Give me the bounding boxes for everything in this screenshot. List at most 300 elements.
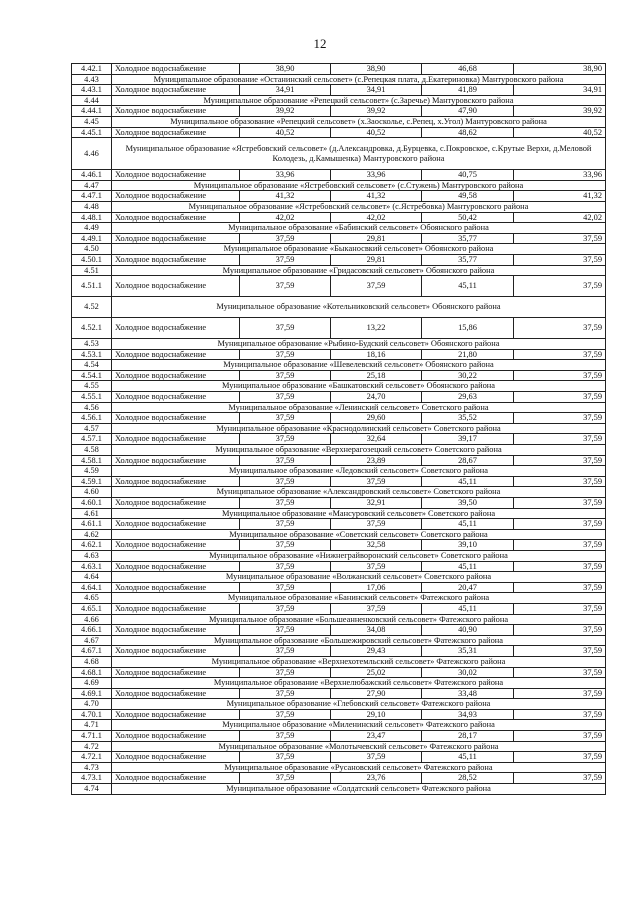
service-label: Холодное водоснабжение: [112, 498, 240, 509]
service-label: Холодное водоснабжение: [112, 106, 240, 117]
row-number: 4.59: [72, 466, 112, 477]
tariff-value: 47,90: [422, 106, 514, 117]
tariff-value: 23,47: [331, 731, 422, 742]
service-label: Холодное водоснабжение: [112, 582, 240, 593]
row-number: 4.68: [72, 656, 112, 667]
row-number: 4.45.1: [72, 127, 112, 138]
municipality-row: [72, 529, 606, 540]
row-number: 4.72: [72, 741, 112, 752]
row-number: 4.71.1: [72, 731, 112, 742]
row-number: 4.56.1: [72, 413, 112, 424]
service-label: Холодное водоснабжение: [112, 561, 240, 572]
tariff-row: [72, 370, 606, 381]
municipality-row: [72, 741, 606, 752]
row-number: 4.62: [72, 529, 112, 540]
tariff-value: 42,02: [331, 212, 422, 223]
service-label: Холодное водоснабжение: [112, 646, 240, 657]
tariff-value: 37,59: [514, 254, 606, 265]
tariff-value: 37,59: [240, 455, 331, 466]
tariff-value: 38,90: [331, 64, 422, 75]
tariff-value: 39,17: [422, 434, 514, 445]
row-number: 4.63.1: [72, 561, 112, 572]
tariff-row: [72, 582, 606, 593]
service-label: Холодное водоснабжение: [112, 434, 240, 445]
tariff-value: 37,59: [240, 370, 331, 381]
municipality-row: [72, 487, 606, 498]
municipality-name: Муниципальное образование «Верхнехотемльский сельсовет» Фатежского района: [112, 656, 606, 667]
service-label: Холодное водоснабжение: [112, 318, 240, 339]
tariff-value: 37,59: [240, 276, 331, 297]
tariff-value: 37,59: [240, 603, 331, 614]
tariff-value: 32,91: [331, 498, 422, 509]
tariff-value: 28,52: [422, 773, 514, 784]
tariff-value: 46,68: [422, 64, 514, 75]
tariff-value: 34,08: [331, 625, 422, 636]
tariff-value: 49,58: [422, 191, 514, 202]
tariff-value: 41,32: [514, 191, 606, 202]
tariff-value: 39,10: [422, 540, 514, 551]
municipality-name: Муниципальное образование «Шевелевский сельсовет» Обоянского района: [112, 360, 606, 371]
tariff-value: 29,63: [422, 392, 514, 403]
row-number: 4.52: [72, 297, 112, 318]
tariff-value: 33,96: [240, 170, 331, 181]
tariff-value: 37,59: [240, 318, 331, 339]
municipality-name: Муниципальное образование «Репецкий сельсовет» (х.Заосколье, с.Репец, х.Угол) Мантуровского района: [112, 116, 606, 127]
row-number: 4.58: [72, 445, 112, 456]
tariff-value: 37,59: [240, 625, 331, 636]
tariff-row: [72, 688, 606, 699]
tariff-value: 34,93: [422, 709, 514, 720]
row-number: 4.66: [72, 614, 112, 625]
tariff-row: [72, 625, 606, 636]
tariff-value: 37,59: [240, 233, 331, 244]
row-number: 4.70: [72, 699, 112, 710]
tariff-value: 34,91: [240, 85, 331, 96]
tariff-row: [72, 392, 606, 403]
tariff-value: 13,22: [331, 318, 422, 339]
tariff-value: 41,32: [331, 191, 422, 202]
tariff-value: 37,59: [240, 752, 331, 763]
service-label: Холодное водоснабжение: [112, 233, 240, 244]
tariff-value: 50,42: [422, 212, 514, 223]
row-number: 4.43.1: [72, 85, 112, 96]
municipality-name: Муниципальное образование «Ленинский сельсовет» Советского района: [112, 402, 606, 413]
tariff-value: 30,02: [422, 667, 514, 678]
municipality-row: [72, 402, 606, 413]
tariff-table: [71, 63, 606, 795]
row-number: 4.56: [72, 402, 112, 413]
tariff-value: 37,59: [240, 519, 331, 530]
tariff-row: [72, 667, 606, 678]
tariff-value: 37,59: [514, 709, 606, 720]
tariff-value: 29,60: [331, 413, 422, 424]
service-label: Холодное водоснабжение: [112, 127, 240, 138]
service-label: Холодное водоснабжение: [112, 191, 240, 202]
service-label: Холодное водоснабжение: [112, 85, 240, 96]
row-number: 4.44: [72, 95, 112, 106]
tariff-value: 37,59: [240, 540, 331, 551]
tariff-value: 29,10: [331, 709, 422, 720]
municipality-row: [72, 116, 606, 127]
municipality-row: [72, 244, 606, 255]
row-number: 4.44.1: [72, 106, 112, 117]
row-number: 4.66.1: [72, 625, 112, 636]
row-number: 4.53.1: [72, 349, 112, 360]
tariff-value: 37,59: [514, 392, 606, 403]
tariff-value: 25,18: [331, 370, 422, 381]
tariff-value: 28,17: [422, 731, 514, 742]
tariff-row: [72, 85, 606, 96]
municipality-row: [72, 466, 606, 477]
municipality-row: [72, 95, 606, 106]
row-number: 4.48.1: [72, 212, 112, 223]
municipality-name: Муниципальное образование «Мансуровский сельсовет» Советского района: [112, 508, 606, 519]
row-number: 4.65: [72, 593, 112, 604]
row-number: 4.42.1: [72, 64, 112, 75]
tariff-value: 41,89: [422, 85, 514, 96]
row-number: 4.61.1: [72, 519, 112, 530]
tariff-row: [72, 455, 606, 466]
row-number: 4.50: [72, 244, 112, 255]
municipality-row: [72, 572, 606, 583]
municipality-row: [72, 297, 606, 318]
municipality-name: Муниципальное образование «Ястребовский сельсовет» (с.Ястребовка) Мантуровского района: [112, 201, 606, 212]
tariff-row: [72, 540, 606, 551]
municipality-name: Муниципальное образование «Глебовский сельсовет» Фатежского района: [112, 699, 606, 710]
service-label: Холодное водоснабжение: [112, 476, 240, 487]
municipality-name: Муниципальное образование «Солдатский сельсовет» Фатежского района: [112, 784, 606, 795]
tariff-value: 35,31: [422, 646, 514, 657]
row-number: 4.49.1: [72, 233, 112, 244]
tariff-value: 41,32: [240, 191, 331, 202]
row-number: 4.69.1: [72, 688, 112, 699]
row-number: 4.57.1: [72, 434, 112, 445]
service-label: Холодное водоснабжение: [112, 603, 240, 614]
tariff-value: 37,59: [514, 646, 606, 657]
service-label: Холодное водоснабжение: [112, 625, 240, 636]
municipality-name: Муниципальное образование «Бабинский сельсовет» Обоянского района: [112, 223, 606, 234]
service-label: Холодное водоснабжение: [112, 540, 240, 551]
tariff-row: [72, 212, 606, 223]
tariff-value: 37,59: [514, 455, 606, 466]
tariff-row: [72, 191, 606, 202]
municipality-name: Муниципальное образование «Быканосвкий сельсовет» Обоянского района: [112, 244, 606, 255]
row-number: 4.57: [72, 423, 112, 434]
tariff-value: 37,59: [514, 233, 606, 244]
tariff-value: 38,90: [514, 64, 606, 75]
tariff-value: 45,11: [422, 561, 514, 572]
row-number: 4.43: [72, 74, 112, 85]
row-number: 4.60.1: [72, 498, 112, 509]
row-number: 4.49: [72, 223, 112, 234]
municipality-name: Муниципальное образование «Останинский сельсовет» (с.Репецкая плата, д.Екатериновка) Мантуровского района: [112, 74, 606, 85]
tariff-value: 15,86: [422, 318, 514, 339]
tariff-value: 37,59: [240, 709, 331, 720]
municipality-name: Муниципальное образование «Рыбино-Будский сельсовет» Обоянского района: [112, 339, 606, 350]
tariff-value: 21,80: [422, 349, 514, 360]
municipality-row: [72, 656, 606, 667]
row-number: 4.68.1: [72, 667, 112, 678]
municipality-row: [72, 265, 606, 276]
tariff-value: 38,90: [240, 64, 331, 75]
tariff-value: 37,59: [240, 392, 331, 403]
tariff-value: 37,59: [240, 731, 331, 742]
row-number: 4.48: [72, 201, 112, 212]
tariff-value: 37,59: [331, 476, 422, 487]
tariff-row: [72, 254, 606, 265]
tariff-value: 37,59: [331, 561, 422, 572]
row-number: 4.67: [72, 635, 112, 646]
tariff-row: [72, 603, 606, 614]
municipality-name: Муниципальное образование «Ледовский сельсовет» Советского района: [112, 466, 606, 477]
service-label: Холодное водоснабжение: [112, 519, 240, 530]
tariff-value: 37,59: [240, 434, 331, 445]
tariff-value: 37,59: [514, 318, 606, 339]
tariff-value: 37,59: [514, 434, 606, 445]
service-label: Холодное водоснабжение: [112, 64, 240, 75]
municipality-name: Муниципальное образование «Банинский сельсовет» Фатежского района: [112, 593, 606, 604]
tariff-row: [72, 731, 606, 742]
tariff-value: 39,92: [240, 106, 331, 117]
municipality-row: [72, 593, 606, 604]
tariff-row: [72, 519, 606, 530]
tariff-value: 37,59: [514, 519, 606, 530]
row-number: 4.74: [72, 784, 112, 795]
municipality-row: [72, 138, 606, 170]
tariff-value: 34,91: [331, 85, 422, 96]
row-number: 4.61: [72, 508, 112, 519]
row-number: 4.55: [72, 381, 112, 392]
service-label: Холодное водоснабжение: [112, 413, 240, 424]
service-label: Холодное водоснабжение: [112, 276, 240, 297]
municipality-name: Муниципальное образование «Гридасовский сельсовет» Обоянского района: [112, 265, 606, 276]
tariff-row: [72, 476, 606, 487]
tariff-value: 37,59: [514, 752, 606, 763]
row-number: 4.65.1: [72, 603, 112, 614]
municipality-row: [72, 223, 606, 234]
municipality-name: Муниципальное образование «Репецкий сельсовет» (с.Заречье) Мантуровского района: [112, 95, 606, 106]
tariff-value: 37,59: [514, 413, 606, 424]
tariff-row: [72, 233, 606, 244]
tariff-row: [72, 349, 606, 360]
tariff-row: [72, 498, 606, 509]
municipality-name: Муниципальное образование «Верхнелюбажский сельсовет» Фатежского района: [112, 678, 606, 689]
tariff-value: 37,59: [514, 731, 606, 742]
tariff-value: 39,92: [331, 106, 422, 117]
municipality-row: [72, 201, 606, 212]
tariff-value: 37,59: [240, 349, 331, 360]
tariff-value: 45,11: [422, 752, 514, 763]
tariff-value: 37,59: [514, 476, 606, 487]
municipality-row: [72, 339, 606, 350]
row-number: 4.64: [72, 572, 112, 583]
tariff-value: 37,59: [331, 276, 422, 297]
row-number: 4.72.1: [72, 752, 112, 763]
tariff-value: 33,96: [514, 170, 606, 181]
tariff-value: 30,22: [422, 370, 514, 381]
tariff-value: 37,59: [514, 540, 606, 551]
municipality-row: [72, 180, 606, 191]
tariff-row: [72, 709, 606, 720]
municipality-name: Муниципальное образование «Волжанский сельсовет» Советского района: [112, 572, 606, 583]
tariff-row: [72, 106, 606, 117]
row-number: 4.46: [72, 138, 112, 170]
tariff-value: 29,81: [331, 233, 422, 244]
row-number: 4.53: [72, 339, 112, 350]
tariff-value: 40,75: [422, 170, 514, 181]
municipality-row: [72, 699, 606, 710]
tariff-value: 35,77: [422, 233, 514, 244]
tariff-value: 42,02: [514, 212, 606, 223]
tariff-value: 23,89: [331, 455, 422, 466]
row-number: 4.59.1: [72, 476, 112, 487]
tariff-value: 39,50: [422, 498, 514, 509]
municipality-name: Муниципальное образование «Александровский сельсовет» Советского района: [112, 487, 606, 498]
tariff-value: 37,59: [514, 603, 606, 614]
tariff-value: 33,48: [422, 688, 514, 699]
row-number: 4.63: [72, 550, 112, 561]
municipality-name: Муниципальное образование «Советский сельсовет» Советского района: [112, 529, 606, 540]
row-number: 4.50.1: [72, 254, 112, 265]
row-number: 4.60: [72, 487, 112, 498]
row-number: 4.73: [72, 762, 112, 773]
row-number: 4.52.1: [72, 318, 112, 339]
service-label: Холодное водоснабжение: [112, 773, 240, 784]
tariff-row: [72, 434, 606, 445]
tariff-row: [72, 561, 606, 572]
service-label: Холодное водоснабжение: [112, 212, 240, 223]
tariff-value: 45,11: [422, 519, 514, 530]
row-number: 4.54: [72, 360, 112, 371]
tariff-value: 40,52: [514, 127, 606, 138]
tariff-value: 45,11: [422, 276, 514, 297]
municipality-row: [72, 74, 606, 85]
tariff-value: 40,52: [240, 127, 331, 138]
municipality-row: [72, 423, 606, 434]
tariff-row: [72, 318, 606, 339]
municipality-row: [72, 614, 606, 625]
municipality-name: Муниципальное образование «Нижнеграйворонский сельсовет» Советского района: [112, 550, 606, 561]
tariff-value: 45,11: [422, 476, 514, 487]
tariff-value: 34,91: [514, 85, 606, 96]
tariff-value: 37,59: [514, 276, 606, 297]
row-number: 4.51: [72, 265, 112, 276]
service-label: Холодное водоснабжение: [112, 254, 240, 265]
municipality-name: Муниципальное образование «Башкатовский сельсовет» Обоянского района: [112, 381, 606, 392]
tariff-value: 37,59: [514, 688, 606, 699]
service-label: Холодное водоснабжение: [112, 392, 240, 403]
municipality-name: Муниципальное образование «Ястребовский сельсовет» (с.Стужень) Мантуровского района: [112, 180, 606, 191]
row-number: 4.54.1: [72, 370, 112, 381]
tariff-row: [72, 127, 606, 138]
tariff-value: 37,59: [514, 370, 606, 381]
tariff-row: [72, 64, 606, 75]
tariff-value: 32,58: [331, 540, 422, 551]
row-number: 4.70.1: [72, 709, 112, 720]
tariff-value: 42,02: [240, 212, 331, 223]
tariff-value: 17,06: [331, 582, 422, 593]
service-label: Холодное водоснабжение: [112, 731, 240, 742]
tariff-value: 29,81: [331, 254, 422, 265]
tariff-value: 35,52: [422, 413, 514, 424]
row-number: 4.51.1: [72, 276, 112, 297]
tariff-row: [72, 646, 606, 657]
tariff-value: 37,59: [514, 773, 606, 784]
municipality-row: [72, 381, 606, 392]
municipality-row: [72, 550, 606, 561]
page-number: 12: [313, 36, 327, 51]
tariff-value: 33,96: [331, 170, 422, 181]
tariff-value: 24,70: [331, 392, 422, 403]
service-label: Холодное водоснабжение: [112, 688, 240, 699]
tariff-value: 37,59: [514, 625, 606, 636]
tariff-value: 40,52: [331, 127, 422, 138]
tariff-value: 37,59: [331, 603, 422, 614]
tariff-value: 37,59: [240, 646, 331, 657]
row-number: 4.58.1: [72, 455, 112, 466]
service-label: Холодное водоснабжение: [112, 667, 240, 678]
tariff-value: 37,59: [514, 667, 606, 678]
row-number: 4.55.1: [72, 392, 112, 403]
municipality-name: Муниципальное образование «Верхнерагозецкий сельсовет» Советского района: [112, 445, 606, 456]
tariff-value: 37,59: [514, 349, 606, 360]
municipality-row: [72, 784, 606, 795]
tariff-value: 45,11: [422, 603, 514, 614]
row-number: 4.47.1: [72, 191, 112, 202]
row-number: 4.45: [72, 116, 112, 127]
tariff-value: 37,59: [240, 413, 331, 424]
row-number: 4.71: [72, 720, 112, 731]
tariff-value: 37,59: [514, 498, 606, 509]
municipality-name: Муниципальное образование «Большеанненковский сельсовет» Фатежского района: [112, 614, 606, 625]
tariff-value: 37,59: [240, 667, 331, 678]
municipality-name: Муниципальное образование «Краснодолинский сельсовет» Советского района: [112, 423, 606, 434]
tariff-row: [72, 413, 606, 424]
row-number: 4.62.1: [72, 540, 112, 551]
table-body: [72, 64, 606, 795]
service-label: Холодное водоснабжение: [112, 709, 240, 720]
tariff-value: 23,76: [331, 773, 422, 784]
tariff-value: 20,47: [422, 582, 514, 593]
tariff-value: 37,59: [240, 561, 331, 572]
municipality-row: [72, 635, 606, 646]
municipality-row: [72, 762, 606, 773]
tariff-value: 37,59: [240, 582, 331, 593]
tariff-value: 29,43: [331, 646, 422, 657]
tariff-value: 37,59: [240, 773, 331, 784]
municipality-name: Муниципальное образование «Русановский сельсовет» Фатежского района: [112, 762, 606, 773]
row-number: 4.73.1: [72, 773, 112, 784]
tariff-value: 18,16: [331, 349, 422, 360]
municipality-row: [72, 445, 606, 456]
municipality-row: [72, 508, 606, 519]
tariff-value: 37,59: [331, 752, 422, 763]
tariff-row: [72, 773, 606, 784]
tariff-value: 37,59: [240, 498, 331, 509]
service-label: Холодное водоснабжение: [112, 455, 240, 466]
row-number: 4.67.1: [72, 646, 112, 657]
municipality-row: [72, 678, 606, 689]
tariff-value: 25,02: [331, 667, 422, 678]
tariff-value: 37,59: [331, 519, 422, 530]
tariff-value: 32,64: [331, 434, 422, 445]
service-label: Холодное водоснабжение: [112, 349, 240, 360]
tariff-value: 37,59: [240, 254, 331, 265]
row-number: 4.64.1: [72, 582, 112, 593]
tariff-value: 27,90: [331, 688, 422, 699]
tariff-value: 35,77: [422, 254, 514, 265]
municipality-name: Муниципальное образование «Молотычевский сельсовет» Фатежского района: [112, 741, 606, 752]
